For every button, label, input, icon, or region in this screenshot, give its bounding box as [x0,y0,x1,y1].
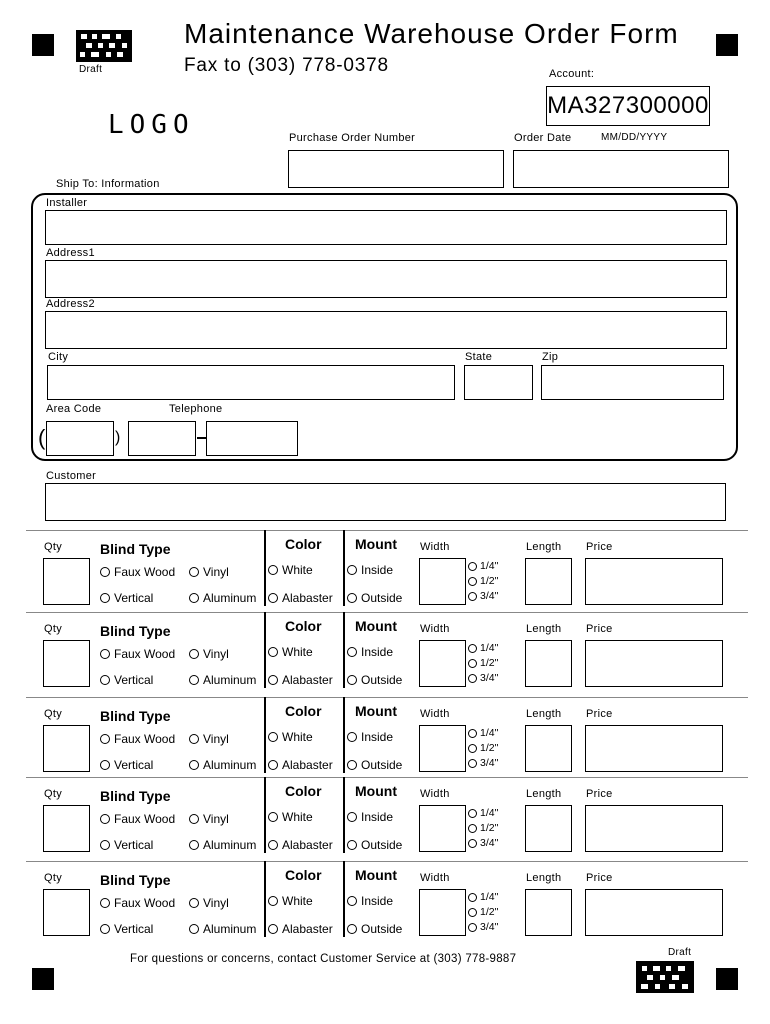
fraction-quarter-option[interactable]: 1/4" [468,727,498,739]
blind-type-heading: Blind Type [100,623,171,639]
radio-icon[interactable] [100,593,110,603]
customer-field[interactable] [45,483,726,521]
blind-vinyl-option[interactable]: Vinyl [189,812,229,826]
radio-icon[interactable] [468,893,477,902]
color-white-option[interactable]: White [268,730,313,744]
color-alabaster-option[interactable]: Alabaster [268,673,333,687]
width-field[interactable] [419,725,466,772]
city-label: City [48,351,69,363]
blind-vinyl-option[interactable]: Vinyl [189,732,229,746]
mount-inside-option[interactable]: Inside [347,563,393,577]
color-alabaster-option[interactable]: Alabaster [268,591,333,605]
order-date-format: MM/DD/YYYY [601,132,668,143]
order-item-row [0,861,770,945]
fraction-three-quarter-option[interactable]: 3/4" [468,837,498,849]
radio-icon[interactable] [468,674,477,683]
footer-note: For questions or concerns, contact Customer Service at (303) 778-9887 [130,953,517,965]
qty-label: Qty [44,788,63,800]
column-divider [343,530,345,606]
radio-icon[interactable] [268,924,278,934]
radio-icon[interactable] [347,647,357,657]
blind-faux-wood-option[interactable]: Faux Wood [100,732,175,746]
radio-icon[interactable] [100,649,110,659]
order-item-row [0,697,770,781]
fraction-half-option[interactable]: 1/2" [468,822,498,834]
price-label: Price [586,541,613,553]
blind-aluminum-option[interactable]: Aluminum [189,673,256,687]
width-field[interactable] [419,640,466,687]
width-label: Width [420,708,450,720]
radio-icon[interactable] [347,732,357,742]
radio-icon[interactable] [189,675,199,685]
price-label: Price [586,788,613,800]
draft-label-bottom: Draft [668,947,692,958]
fraction-quarter-option[interactable]: 1/4" [468,642,498,654]
order-item-row [0,530,770,614]
state-field[interactable] [464,365,533,400]
customer-label: Customer [46,470,97,482]
blind-type-heading: Blind Type [100,708,171,724]
qty-field[interactable] [43,805,90,852]
radio-icon[interactable] [347,812,357,822]
radio-icon[interactable] [268,760,278,770]
radio-icon[interactable] [468,923,477,932]
registration-mark-top-right [716,34,738,56]
telephone-label: Telephone [169,403,223,415]
mount-heading: Mount [355,703,397,719]
length-label: Length [526,708,562,720]
registration-mark-bottom-left [32,968,54,990]
mount-heading: Mount [355,783,397,799]
color-heading: Color [285,618,322,634]
column-divider [343,612,345,688]
color-alabaster-option[interactable]: Alabaster [268,758,333,772]
column-divider [343,861,345,937]
phone-dash [197,437,206,439]
width-field[interactable] [419,805,466,852]
color-heading: Color [285,703,322,719]
blind-vinyl-option[interactable]: Vinyl [189,565,229,579]
radio-icon[interactable] [189,814,199,824]
qty-label: Qty [44,872,63,884]
order-item-row [0,777,770,861]
color-heading: Color [285,783,322,799]
radio-icon[interactable] [468,729,477,738]
color-heading: Color [285,536,322,552]
address2-field[interactable] [45,311,727,349]
radio-icon[interactable] [100,814,110,824]
fraction-three-quarter-option[interactable]: 3/4" [468,590,498,602]
column-divider [264,777,266,853]
account-number: MA327300000 [546,86,710,126]
width-label: Width [420,788,450,800]
radio-icon[interactable] [189,567,199,577]
fraction-three-quarter-option[interactable]: 3/4" [468,757,498,769]
radio-icon[interactable] [347,593,357,603]
qty-field[interactable] [43,640,90,687]
blind-aluminum-option[interactable]: Aluminum [189,758,256,772]
qty-label: Qty [44,623,63,635]
price-label: Price [586,708,613,720]
column-divider [343,697,345,773]
mount-outside-option[interactable]: Outside [347,673,402,687]
radio-icon[interactable] [347,840,357,850]
mount-outside-option[interactable]: Outside [347,922,402,936]
length-label: Length [526,872,562,884]
row-divider [26,777,748,778]
mount-outside-option[interactable]: Outside [347,591,402,605]
mount-outside-option[interactable]: Outside [347,758,402,772]
company-logo: LOGO [108,110,195,140]
row-divider [26,530,748,531]
length-field[interactable] [525,889,572,936]
blind-vertical-option[interactable]: Vertical [100,838,153,852]
radio-icon[interactable] [468,809,477,818]
column-divider [264,697,266,773]
length-label: Length [526,623,562,635]
radio-icon[interactable] [189,760,199,770]
color-heading: Color [285,867,322,883]
address1-field[interactable] [45,260,727,298]
blind-aluminum-option[interactable]: Aluminum [189,838,256,852]
zip-label: Zip [542,351,559,363]
blind-type-heading: Blind Type [100,788,171,804]
blind-vertical-option[interactable]: Vertical [100,673,153,687]
phone-line-field[interactable] [206,421,298,456]
blind-vertical-option[interactable]: Vertical [100,922,153,936]
qty-field[interactable] [43,725,90,772]
column-divider [264,861,266,937]
blind-faux-wood-option[interactable]: Faux Wood [100,565,175,579]
radio-icon[interactable] [189,734,199,744]
qty-label: Qty [44,541,63,553]
phone-prefix-field[interactable] [128,421,196,456]
width-label: Width [420,872,450,884]
radio-icon[interactable] [347,924,357,934]
mount-heading: Mount [355,618,397,634]
draft-label-top: Draft [79,64,103,75]
color-white-option[interactable]: White [268,810,313,824]
qty-field[interactable] [43,889,90,936]
length-field[interactable] [525,805,572,852]
radio-icon[interactable] [468,908,477,917]
price-field[interactable] [585,725,723,772]
order-item-row [0,612,770,696]
blind-vinyl-option[interactable]: Vinyl [189,896,229,910]
price-label: Price [586,623,613,635]
radio-icon[interactable] [100,898,110,908]
column-divider [264,612,266,688]
blind-vertical-option[interactable]: Vertical [100,591,153,605]
color-white-option[interactable]: White [268,645,313,659]
blind-faux-wood-option[interactable]: Faux Wood [100,896,175,910]
price-field[interactable] [585,805,723,852]
mount-inside-option[interactable]: Inside [347,894,393,908]
radio-icon[interactable] [100,840,110,850]
installer-label: Installer [46,197,88,209]
radio-icon[interactable] [468,577,477,586]
mount-heading: Mount [355,536,397,552]
blind-vinyl-option[interactable]: Vinyl [189,647,229,661]
row-divider [26,861,748,862]
open-paren: ( [38,425,46,450]
radio-icon[interactable] [347,896,357,906]
zip-field[interactable] [541,365,724,400]
blind-aluminum-option[interactable]: Aluminum [189,591,256,605]
mount-inside-option[interactable]: Inside [347,810,393,824]
radio-icon[interactable] [189,924,199,934]
registration-mark-bottom-right [716,968,738,990]
fraction-quarter-option[interactable]: 1/4" [468,891,498,903]
color-white-option[interactable]: White [268,563,313,577]
mount-heading: Mount [355,867,397,883]
radio-icon[interactable] [268,565,278,575]
radio-icon[interactable] [468,839,477,848]
fraction-half-option[interactable]: 1/2" [468,742,498,754]
city-field[interactable] [47,365,455,400]
radio-icon[interactable] [268,812,278,822]
barcode-top [76,30,132,62]
account-label: Account: [549,68,595,80]
radio-icon[interactable] [189,898,199,908]
address2-label: Address2 [46,298,95,310]
qty-field[interactable] [43,558,90,605]
row-divider [26,697,748,698]
radio-icon[interactable] [100,760,110,770]
length-field[interactable] [525,558,572,605]
ship-to-heading: Ship To: Information [56,178,160,190]
width-field[interactable] [419,558,466,605]
state-label: State [465,351,493,363]
mount-inside-option[interactable]: Inside [347,645,393,659]
radio-icon[interactable] [100,734,110,744]
price-field[interactable] [585,640,723,687]
radio-icon[interactable] [468,644,477,653]
radio-icon[interactable] [468,759,477,768]
radio-icon[interactable] [468,824,477,833]
price-field[interactable] [585,889,723,936]
order-date-label: Order Date [514,132,572,144]
mount-outside-option[interactable]: Outside [347,838,402,852]
blind-type-heading: Blind Type [100,872,171,888]
radio-icon[interactable] [100,675,110,685]
close-paren: ) [115,429,121,446]
width-field[interactable] [419,889,466,936]
blind-faux-wood-option[interactable]: Faux Wood [100,812,175,826]
radio-icon[interactable] [347,760,357,770]
fraction-three-quarter-option[interactable]: 3/4" [468,672,498,684]
radio-icon[interactable] [268,647,278,657]
color-white-option[interactable]: White [268,894,313,908]
radio-icon[interactable] [189,840,199,850]
blind-vertical-option[interactable]: Vertical [100,758,153,772]
blind-aluminum-option[interactable]: Aluminum [189,922,256,936]
radio-icon[interactable] [468,659,477,668]
length-label: Length [526,788,562,800]
blind-faux-wood-option[interactable]: Faux Wood [100,647,175,661]
po-number-field[interactable] [288,150,504,188]
fax-number: Fax to (303) 778-0378 [184,55,389,76]
color-alabaster-option[interactable]: Alabaster [268,922,333,936]
radio-icon[interactable] [100,567,110,577]
installer-field[interactable] [45,210,727,245]
radio-icon[interactable] [347,565,357,575]
length-field[interactable] [525,725,572,772]
radio-icon[interactable] [268,593,278,603]
radio-icon[interactable] [268,896,278,906]
fraction-half-option[interactable]: 1/2" [468,906,498,918]
address1-label: Address1 [46,247,95,259]
radio-icon[interactable] [268,840,278,850]
qty-label: Qty [44,708,63,720]
po-number-label: Purchase Order Number [289,132,416,144]
fraction-three-quarter-option[interactable]: 3/4" [468,921,498,933]
form-title: Maintenance Warehouse Order Form [184,18,679,49]
registration-mark-top-left [32,34,54,56]
length-field[interactable] [525,640,572,687]
mount-inside-option[interactable]: Inside [347,730,393,744]
radio-icon[interactable] [347,675,357,685]
fraction-half-option[interactable]: 1/2" [468,657,498,669]
radio-icon[interactable] [189,593,199,603]
width-label: Width [420,623,450,635]
radio-icon[interactable] [268,732,278,742]
radio-icon[interactable] [189,649,199,659]
area-code-label: Area Code [46,403,102,415]
fraction-half-option[interactable]: 1/2" [468,575,498,587]
radio-icon[interactable] [100,924,110,934]
row-divider [26,612,748,613]
fraction-quarter-option[interactable]: 1/4" [468,807,498,819]
radio-icon[interactable] [268,675,278,685]
fraction-quarter-option[interactable]: 1/4" [468,560,498,572]
order-date-field[interactable] [513,150,729,188]
column-divider [343,777,345,853]
length-label: Length [526,541,562,553]
area-code-field[interactable] [46,421,114,456]
price-field[interactable] [585,558,723,605]
column-divider [264,530,266,606]
radio-icon[interactable] [468,592,477,601]
price-label: Price [586,872,613,884]
barcode-bottom [636,961,694,993]
radio-icon[interactable] [468,562,477,571]
blind-type-heading: Blind Type [100,541,171,557]
radio-icon[interactable] [468,744,477,753]
width-label: Width [420,541,450,553]
color-alabaster-option[interactable]: Alabaster [268,838,333,852]
